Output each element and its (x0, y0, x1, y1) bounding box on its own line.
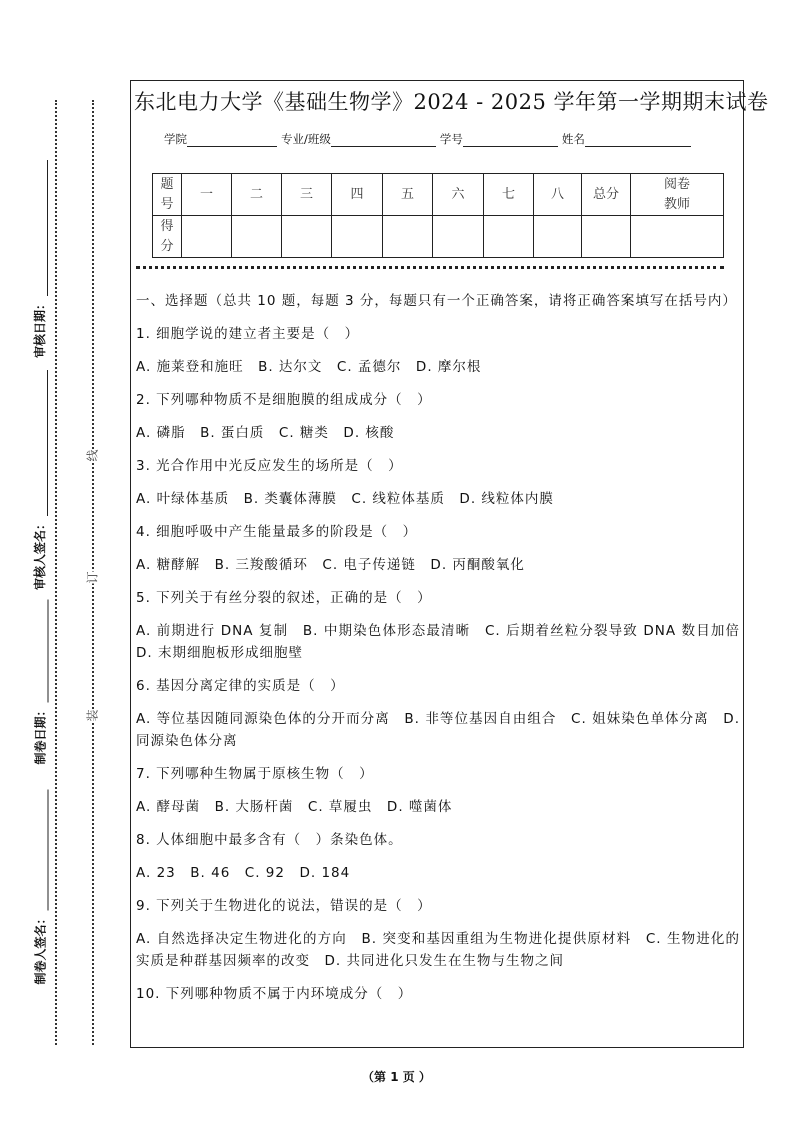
reviewer-cell[interactable] (631, 216, 724, 258)
question-number-label: 题 号 (153, 174, 182, 216)
score-cell[interactable] (182, 216, 232, 258)
col-7: 七 (484, 174, 534, 216)
options: A. 施莱登和施旺 B. 达尔文 C. 孟德尔 D. 摩尔根 (136, 359, 482, 375)
options: A. 磷脂 B. 蛋白质 C. 糖类 D. 核酸 (136, 425, 395, 441)
reviewer-signature-label: 审核人签名： (33, 517, 47, 590)
reviewer-signature-field[interactable] (32, 370, 48, 590)
question: 2. 下列哪种物质不是细胞膜的组成成分（ ） (136, 392, 432, 408)
page-number: （第 1 页 ） (362, 1070, 431, 1084)
options: A. 23 B. 46 C. 92 D. 184 (136, 865, 351, 881)
score-cell[interactable] (433, 216, 484, 258)
question: 8. 人体细胞中最多含有（ ）条染色体。 (136, 832, 403, 848)
name-label: 姓名 (561, 132, 585, 146)
col-reviewer: 阅卷 教师 (631, 174, 724, 216)
student-info-row (164, 131, 695, 147)
question: 9. 下列关于生物进化的说法，错误的是（ ） (136, 898, 432, 914)
options: A. 叶绿体基质 B. 类囊体薄膜 C. 线粒体基质 D. 线粒体内膜 (136, 491, 554, 507)
score-label: 得 分 (153, 216, 182, 258)
question: 1. 细胞学说的建立者主要是（ ） (136, 326, 360, 342)
score-cell[interactable] (332, 216, 383, 258)
score-cell[interactable] (383, 216, 433, 258)
score-table (152, 173, 724, 258)
page-title: 东北电力大学《基础生物学》2024 - 2025 学年第一学期期末试卷 (134, 90, 769, 114)
col-2: 二 (232, 174, 282, 216)
options: A. 前期进行 DNA 复制 B. 中期染色体形态最清晰 C. 后期着丝粒分裂导致 DNA 数目加倍 D. 末期细胞板形成细胞壁 (136, 623, 755, 661)
maker-signature-line[interactable] (38, 790, 49, 911)
col-total: 总分 (582, 174, 631, 216)
options: A. 自然选择决定生物进化的方向 B. 突变和基因重组为生物进化提供原材料 C. 生物进化的实质是种群基因频率的改变 D. 共同进化只发生在生物与生物之间 (136, 931, 740, 969)
seal-mark-zhuang: 装 (85, 709, 100, 722)
col-1: 一 (182, 174, 232, 216)
question: 6. 基因分离定律的实质是（ ） (136, 678, 345, 694)
col-3: 三 (282, 174, 332, 216)
options: A. 等位基因随同源染色体的分开而分离 B. 非等位基因自由组合 C. 姐妹染色单体分离 D. 同源染色体分离 (136, 711, 740, 749)
question: 4. 细胞呼吸中产生能量最多的阶段是（ ） (136, 524, 418, 540)
score-cell[interactable] (282, 216, 332, 258)
question: 7. 下列哪种生物属于原核生物（ ） (136, 766, 374, 782)
make-date-field[interactable] (33, 600, 49, 765)
question: 10. 下列哪种物质不属于内环境成分（ ） (136, 986, 413, 1002)
review-date-label: 审核日期： (33, 297, 47, 358)
section-heading: 一、选择题（总共 10 题，每题 3 分，每题只有一个正确答案，请将正确答案填写在括号内） (136, 293, 737, 309)
student-id-label: 学号 (439, 132, 463, 146)
options: A. 糖酵解 B. 三羧酸循环 C. 电子传递链 D. 丙酮酸氧化 (136, 557, 525, 573)
major-class-input[interactable] (331, 132, 436, 147)
score-cell[interactable] (582, 216, 631, 258)
student-id-input[interactable] (463, 132, 558, 147)
binding-dotted-line-outer (55, 100, 57, 1045)
score-table-score-row (153, 216, 724, 258)
questions-section (136, 290, 755, 1016)
reviewer-signature-line[interactable] (37, 370, 48, 516)
col-5: 五 (383, 174, 433, 216)
seal-mark-line: 线 (85, 449, 100, 462)
name-input[interactable] (585, 132, 691, 147)
maker-signature-field[interactable] (33, 790, 49, 985)
review-date-line[interactable] (37, 160, 48, 296)
major-class-label: 专业/班级 (281, 132, 331, 146)
question: 5. 下列关于有丝分裂的叙述，正确的是（ ） (136, 590, 432, 606)
score-table-header-row (153, 174, 724, 216)
score-cell[interactable] (534, 216, 582, 258)
dotted-divider (136, 266, 724, 269)
college-input[interactable] (187, 132, 277, 147)
review-date-field[interactable] (32, 160, 48, 358)
score-cell[interactable] (484, 216, 534, 258)
make-date-line[interactable] (38, 600, 49, 703)
col-8: 八 (534, 174, 582, 216)
make-date-label: 制卷日期： (33, 704, 48, 765)
college-label: 学院 (164, 132, 187, 146)
options: A. 酵母菌 B. 大肠杆菌 C. 草履虫 D. 噬菌体 (136, 799, 453, 815)
maker-signature-label: 制卷人签名： (33, 912, 48, 985)
col-4: 四 (332, 174, 383, 216)
score-cell[interactable] (232, 216, 282, 258)
seal-mark-ding: 订 (85, 571, 100, 584)
question: 3. 光合作用中光反应发生的场所是（ ） (136, 458, 403, 474)
col-6: 六 (433, 174, 484, 216)
